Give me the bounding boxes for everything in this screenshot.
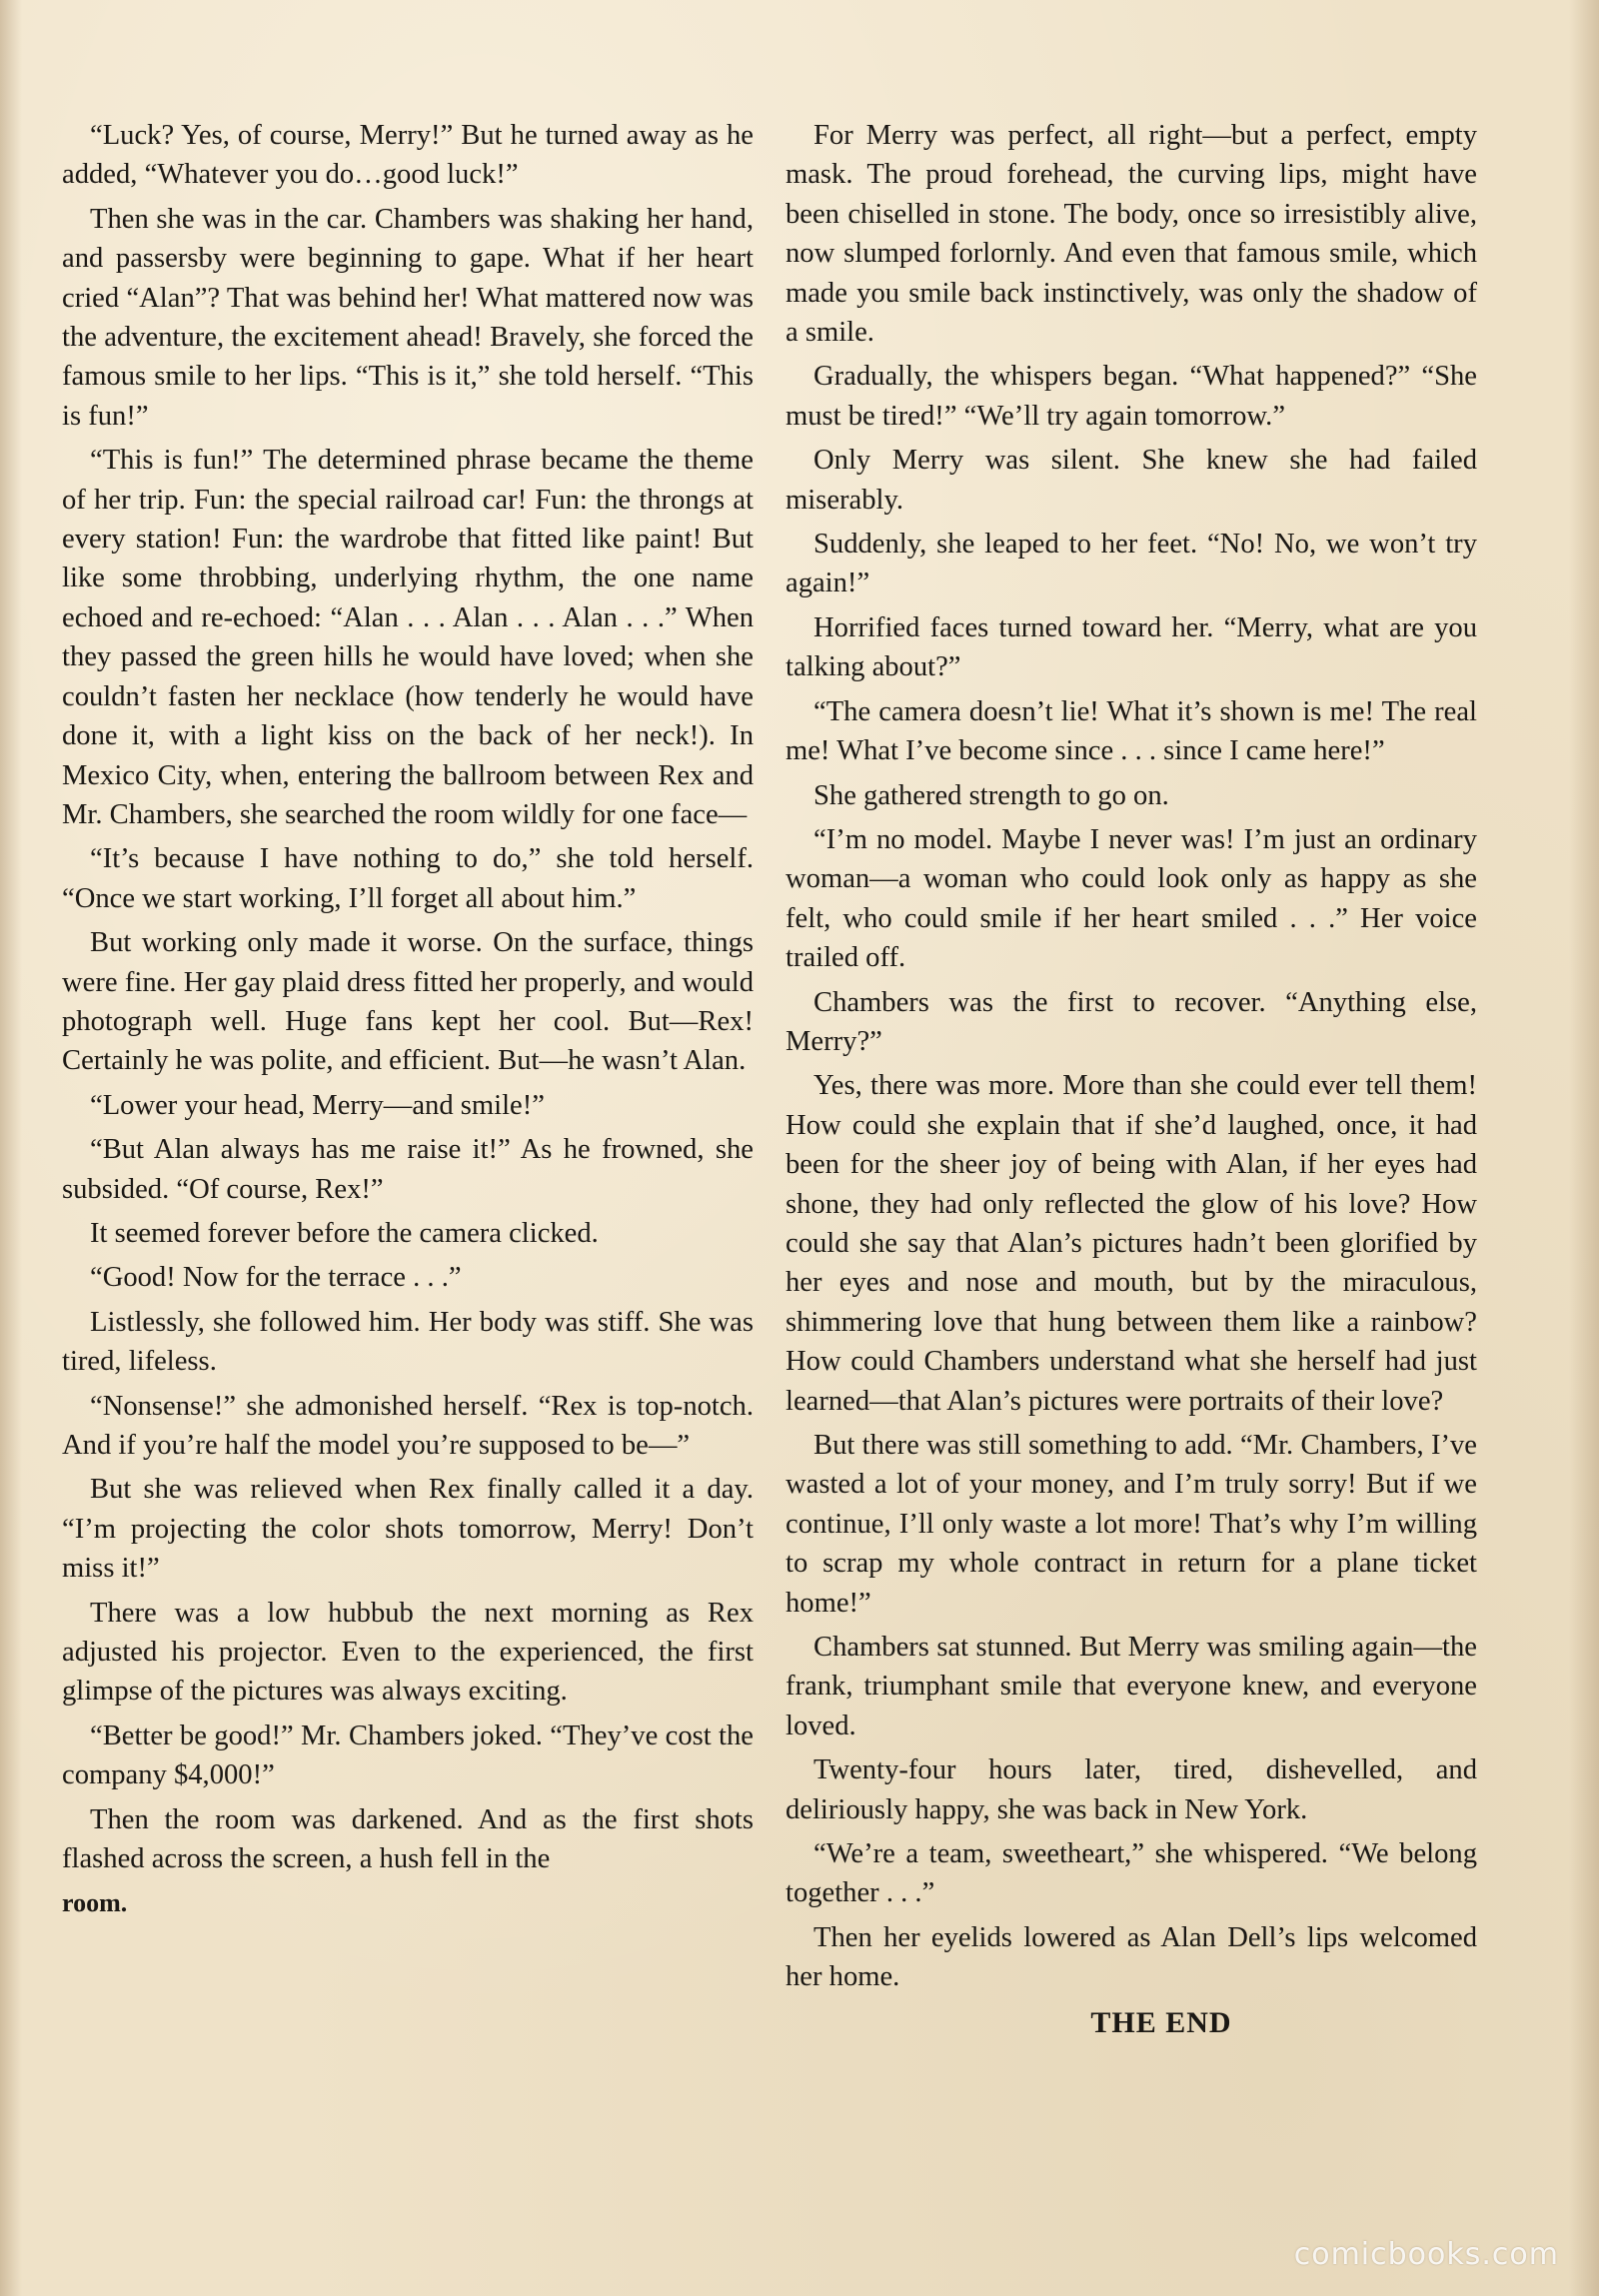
the-end-label: THE END (1090, 2005, 1232, 2039)
page-edge-shadow-right (1569, 0, 1599, 2296)
paragraph: Then she was in the car. Chambers was shaking her hand, and passersby were beginning to gape. What if her heart cried “Alan”? That was behind her! What mattered now was the adventure, the excitement ahead! Bravely, she forced the famous smile to her lips. “This is it,” she told herself. “This is fun!” (62, 203, 754, 432)
paragraph: “It’s because I have nothing to do,” she told herself. “Once we start working, I’ll forget all about him.” (62, 843, 754, 914)
page-edge-shadow-left (0, 0, 22, 2296)
paragraph: She gathered strength to go on. (813, 779, 1169, 811)
paragraph: Chambers was the first to recover. “Anything else, Merry?” (786, 986, 1477, 1057)
paragraph: Listlessly, she followed him. Her body was stiff. She was tired, lifeless. (62, 1306, 754, 1378)
paragraph: “We’re a team, sweetheart,” she whispered. “We belong together . . .” (786, 1838, 1477, 1909)
paragraph: “Nonsense!” she admonished herself. “Rex is top-notch. And if you’re half the model you’re supposed to be—” (62, 1390, 754, 1461)
paragraph: “Good! Now for the terrace . . .” (90, 1262, 462, 1294)
paragraph: Horrified faces turned toward her. “Merry, what are you talking about?” (786, 611, 1477, 683)
site-watermark: comicbooks.com (1293, 2237, 1559, 2272)
paragraph: “Lower your head, Merry—and smile!” (90, 1089, 545, 1121)
paragraph: But working only made it worse. On the surface, things were fine. Her gay plaid dress fitted her properly, and would photograph well. Huge fans kept her cool. But—Rex! Certainly he was polite, and efficient. But—he wasn’t Alan. (62, 927, 754, 1077)
paragraph: “Better be good!” Mr. Chambers joked. “They’ve cost the company $4,000!” (62, 1720, 754, 1791)
paragraph: For Merry was perfect, all right—but a perfect, empty mask. The proud forehead, the curving lips, might have been chiselled in stone. The body, once so irresistibly alive, now slumped forlornly. And even that famous smile, which made you smile back instinctively, was only the shadow of a smile. (786, 120, 1477, 349)
paragraph: But she was relieved when Rex finally called it a day. “I’m projecting the color shots tomorrow, Merry! Don’t miss it!” (62, 1474, 754, 1585)
paragraph: “But Alan always has me raise it!” As he frowned, she subsided. “Of course, Rex!” (62, 1134, 754, 1205)
paragraph: Suddenly, she leaped to her feet. “No! No, we won’t try again!” (786, 529, 1477, 599)
paragraph: It seemed forever before the camera clicked. (90, 1217, 599, 1249)
right-text-column (786, 116, 1477, 2047)
paragraph: Gradually, the whispers began. “What happened?” “She must be tired!” “We’ll try again tomorrow.” (786, 361, 1477, 432)
paragraph: “I’m no model. Maybe I never was! I’m just an ordinary woman—a woman who could look only as happy as she felt, who could smile if her heart smiled . . .” Her voice trailed off. (786, 823, 1477, 974)
paragraph: Twenty-four hours later, tired, dishevelled, and deliriously happy, she was back in New York. (786, 1754, 1477, 1825)
paragraph: Then her eyelids lowered as Alan Dell’s lips welcomed her home. (786, 1921, 1477, 1993)
paragraph: “This is fun!” The determined phrase became the theme of her trip. Fun: the special railroad car! Fun: the throngs at every station! Fun: the wardrobe that fitted like paint! But like some throbbing, underlying rhythm, the one name echoed and re-echoed: “Alan . . . Alan . . . Alan . . .” When they passed the green hills he would have loved; when she couldn’t fasten her necklace (how tenderly he would have done it, with a light kiss on the back of her neck!). In Mexico City, when, entering the ballroom between Rex and Mr. Chambers, she searched the room wildly for one face— (62, 445, 754, 830)
paragraph: Yes, there was more. More than she could ever tell them! How could she explain that if she’d laughed, once, it had been for the sheer joy of being with Alan, if her eyes had shone, they had only reflected the glow of his love? How could she say that Alan’s pictures hadn’t been glorified by her eyes and nose and mouth, but by the miraculous, shimmering love that hung between them like a rainbow? How could Chambers understand what she herself had just learned—that Alan’s pictures were portraits of their love? (786, 1070, 1477, 1417)
left-text-column (62, 116, 754, 1928)
paragraph: Then the room was darkened. And as the first shots flashed across the screen, a hush fell in the (62, 1803, 754, 1875)
column-end-fragment: room. (62, 1888, 128, 1918)
paragraph: There was a low hubbub the next morning as Rex adjusted his projector. Even to the experienced, the first glimpse of the pictures was always exciting. (62, 1597, 754, 1708)
paragraph: Chambers sat stunned. But Merry was smiling again—the frank, triumphant smile that everyone knew, and everyone loved. (786, 1632, 1477, 1741)
paragraph: Only Merry was silent. She knew she had failed miserably. (786, 445, 1477, 516)
paragraph: But there was still something to add. “Mr. Chambers, I’ve wasted a lot of your money, and I’m truly sorry! But if we continue, I’ll only waste a lot more! That’s why I’m willing to scrap my whole contract in return for a plane ticket home!” (786, 1430, 1477, 1619)
paragraph: “Luck? Yes, of course, Merry!” But he turned away as he added, “Whatever you do…good luck!” (62, 120, 754, 191)
paragraph: “The camera doesn’t lie! What it’s shown is me! The real me! What I’ve become since . . . since I came here!” (786, 695, 1477, 767)
